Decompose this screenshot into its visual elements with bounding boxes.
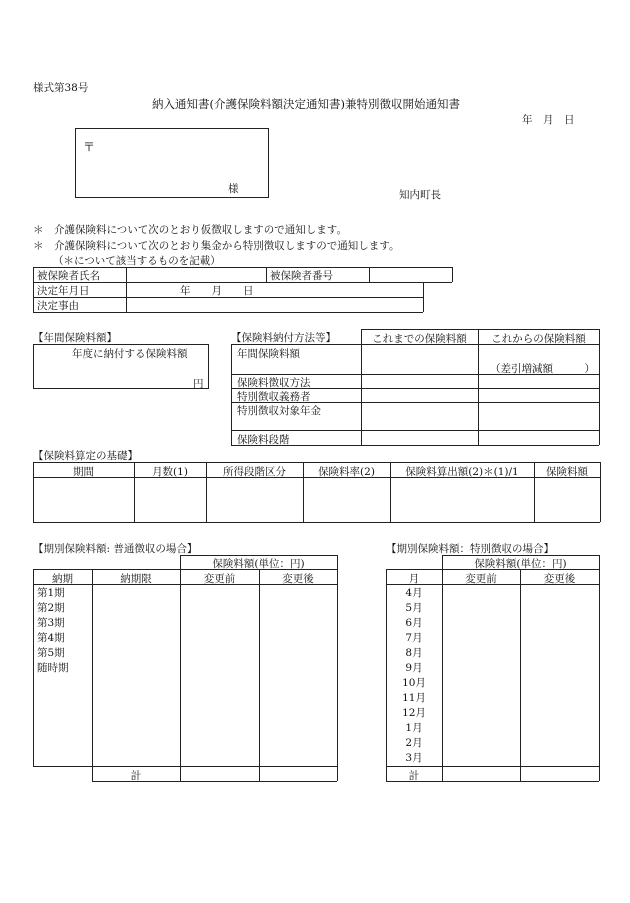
special-heading: 【期別保険料額：特別徴収の場合】 [386, 543, 554, 555]
ordinary-total-label: 計 [130, 770, 142, 782]
issuer-name: 知内町長 [399, 189, 441, 201]
ordinary-period: 第2期 [37, 602, 65, 614]
insured-name-label: 被保険者氏名 [37, 270, 100, 282]
ordinary-period: 第5期 [37, 647, 65, 659]
row-annual-premium: 年間保険料額 [237, 348, 300, 360]
decision-date-label: 決定年月日 [37, 285, 90, 297]
ordinary-heading: 【期別保険料額: 普通徴収の場合】 [33, 543, 198, 555]
basis-heading: 【保険料算定の基礎】 [33, 450, 138, 462]
basis-col-premium: 保険料額 [546, 466, 588, 478]
special-month: 7月 [405, 632, 423, 644]
basis-col-rate: 保険料率(2) [318, 466, 375, 478]
form-number: 様式第38号 [33, 82, 89, 94]
annual-premium-heading: 【年間保険料額】 [33, 332, 117, 344]
ordinary-col-before: 変更前 [203, 573, 236, 585]
row-premium-stage: 保険料段階 [237, 434, 290, 446]
address-box [75, 128, 269, 198]
recipient-honorific: 様 [228, 183, 239, 195]
diff-note: （差引増減額 ） [490, 363, 595, 375]
special-unit-header: 保険料額(単位：円) [474, 558, 567, 570]
special-month: 10月 [402, 677, 426, 689]
special-month: 1月 [405, 722, 423, 734]
ordinary-col-deadline: 納期限 [120, 573, 152, 585]
insured-number-label: 被保険者番号 [270, 270, 333, 282]
notice-instruction: （＊について該当するものを記載） [53, 255, 221, 267]
col-premium-after: これからの保険料額 [491, 333, 586, 345]
special-month: 4月 [405, 587, 423, 599]
basis-col-calculated: 保険料算出額(2)＊(1)/1 [405, 466, 519, 478]
issue-date: 年 月 日 [522, 114, 575, 126]
special-month: 2月 [405, 737, 423, 749]
special-month: 5月 [405, 602, 423, 614]
ordinary-unit-header: 保険料額(単位：円) [212, 558, 305, 570]
decision-reason-label: 決定事由 [37, 300, 79, 312]
ordinary-period: 第1期 [37, 587, 65, 599]
annual-premium-label: 年度に納付する保険料額 [72, 348, 188, 360]
special-total-label: 計 [408, 770, 420, 782]
ordinary-col-after: 変更後 [282, 573, 314, 585]
notice-special-collection: ＊ 介護保険料について次のとおり集金から特別徴収しますので通知します。 [33, 240, 400, 252]
special-col-after: 変更後 [543, 573, 576, 585]
special-col-before: 変更前 [465, 573, 497, 585]
special-month: 9月 [405, 662, 423, 674]
special-month: 6月 [405, 617, 423, 629]
postal-mark: 〒 [83, 140, 96, 154]
special-month: 11月 [402, 692, 426, 704]
ordinary-period: 第3期 [37, 617, 65, 629]
notice-provisional: ＊ 介護保険料について次のとおり仮徴収しますので通知します。 [33, 224, 347, 236]
ordinary-col-period: 納期 [52, 573, 73, 585]
basis-col-income-stage: 所得段階区分 [223, 466, 286, 478]
col-premium-before: これまでの保険料額 [372, 333, 467, 345]
payment-method-heading: 【保険料納付方法等】 [231, 332, 336, 344]
ordinary-period: 第4期 [37, 632, 65, 644]
document-title: 納入通知書(介護保険料額決定通知書)兼特別徴収開始通知書 [152, 97, 460, 111]
row-collection-method: 保険料徴収方法 [237, 377, 311, 389]
row-withholding-agent: 特別徴収義務者 [237, 391, 311, 403]
special-month: 12月 [402, 707, 426, 719]
special-month: 8月 [405, 647, 423, 659]
basis-col-period: 期間 [73, 466, 94, 478]
decision-date-value: 年 月 日 [180, 285, 254, 297]
annual-premium-unit: 円 [193, 378, 204, 390]
ordinary-period: 随時期 [37, 662, 69, 674]
special-col-month: 月 [408, 573, 420, 585]
special-month: 3月 [405, 752, 423, 764]
basis-col-months: 月数(1) [152, 466, 188, 478]
row-target-pension: 特別徴収対象年金 [237, 405, 321, 417]
